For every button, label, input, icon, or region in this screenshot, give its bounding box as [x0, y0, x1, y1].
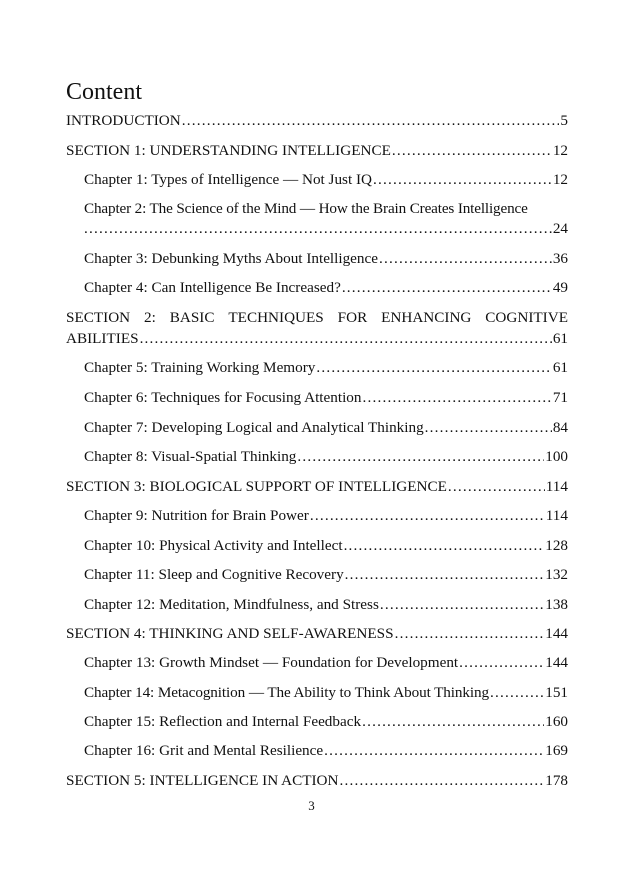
dot-leader: [362, 712, 544, 732]
dot-leader: [340, 771, 545, 791]
toc-entry-label: Chapter 13: Growth Mindset — Foundation for Development: [84, 654, 459, 671]
toc-entry-chapter-16[interactable]: [84, 741, 568, 761]
toc-entry-label: Chapter 15: Reflection and Internal Feedback: [84, 713, 362, 730]
toc-entry-page: 151: [545, 684, 568, 701]
toc-entry-label: Chapter 1: Types of Intelligence — Not Just IQ: [84, 171, 373, 188]
toc-entry-introduction[interactable]: [66, 111, 568, 131]
toc-entry-label: Chapter 3: Debunking Myths About Intelligence: [84, 250, 378, 267]
toc-word: ENHANCING: [381, 309, 472, 326]
toc-entry-label: SECTION 3: BIOLOGICAL SUPPORT OF INTELLIGENCE: [66, 478, 447, 495]
toc-entry-label: Chapter 8: Visual-Spatial Thinking: [84, 448, 297, 465]
dot-leader: [342, 278, 552, 298]
dot-leader: [140, 329, 552, 349]
dot-leader: [324, 741, 544, 761]
toc-entry-page: 169: [545, 742, 568, 759]
toc-entry-section-4[interactable]: [66, 624, 568, 644]
dot-leader: [395, 624, 545, 644]
toc-word: BASIC: [169, 309, 215, 326]
dot-leader: [297, 447, 544, 467]
toc-entry-label: Chapter 14: Metacognition — The Ability to Think About Thinking: [84, 684, 490, 701]
toc-entry-page: 49: [552, 279, 568, 296]
toc-entry-label: Chapter 4: Can Intelligence Be Increased?: [84, 279, 341, 296]
toc-entry-chapter-5[interactable]: [84, 358, 568, 378]
toc-entry-page: 100: [545, 448, 568, 465]
dot-leader: [392, 141, 552, 161]
toc-entry-chapter-8[interactable]: [84, 447, 568, 467]
dot-leader: [344, 536, 545, 556]
toc-entry-page: 12: [552, 171, 568, 188]
toc-entry-section-2-line2[interactable]: [66, 329, 568, 349]
toc-entry-page: 114: [545, 478, 568, 495]
toc-entry-chapter-12[interactable]: [84, 595, 568, 615]
toc-word: SECTION: [66, 309, 131, 326]
toc-entry-chapter-14[interactable]: [84, 683, 568, 703]
dot-leader: [84, 219, 552, 239]
toc-entry-chapter-3[interactable]: [84, 249, 568, 269]
toc-entry-label: Chapter 11: Sleep and Cognitive Recovery: [84, 566, 344, 583]
dot-leader: [362, 388, 551, 408]
toc-entry-chapter-15[interactable]: [84, 712, 568, 732]
dot-leader: [310, 506, 545, 526]
toc-entry-chapter-4[interactable]: [84, 278, 568, 298]
toc-entry-label: SECTION 5: INTELLIGENCE IN ACTION: [66, 772, 339, 789]
toc-entry-page: 24: [552, 220, 568, 237]
toc-entry-chapter-9[interactable]: [84, 506, 568, 526]
toc-entry-page: 178: [545, 772, 568, 789]
dot-leader: [459, 653, 544, 673]
toc-entry-label: INTRODUCTION: [66, 112, 181, 129]
toc-entry-chapter-13[interactable]: [84, 653, 568, 673]
dot-leader: [380, 595, 544, 615]
toc-word: COGNITIVE: [485, 309, 568, 326]
toc-word: 2:: [144, 309, 156, 326]
dot-leader: [425, 418, 552, 438]
toc-entry-label: Chapter 9: Nutrition for Brain Power: [84, 507, 309, 524]
toc-entry-section-3[interactable]: [66, 477, 568, 497]
toc-entry-label: ABILITIES: [66, 330, 139, 347]
dot-leader: [345, 565, 545, 585]
toc-word: FOR: [337, 309, 368, 326]
dot-leader: [182, 111, 560, 131]
toc-entry-page: 160: [545, 713, 568, 730]
toc-entry-section-2-line1[interactable]: [66, 308, 568, 328]
toc-entry-label: Chapter 7: Developing Logical and Analytical Thinking: [84, 419, 424, 436]
toc-entry-page: 114: [545, 507, 568, 524]
toc-entry-page: 61: [552, 359, 568, 376]
toc-entry-page: 138: [545, 596, 568, 613]
toc-entry-chapter-1[interactable]: [84, 170, 568, 190]
toc-entry-chapter-6[interactable]: [84, 388, 568, 408]
toc-entry-page: 12: [552, 142, 568, 159]
toc-entry-page: 36: [552, 250, 568, 267]
toc-entry-chapter-10[interactable]: [84, 536, 568, 556]
toc-entry-page: 132: [545, 566, 568, 583]
toc-entry-page: 61: [552, 330, 568, 347]
toc-word: TECHNIQUES: [228, 309, 324, 326]
dot-leader: [373, 170, 552, 190]
toc-entry-label: SECTION 1: UNDERSTANDING INTELLIGENCE: [66, 142, 391, 159]
toc-entry-label: Chapter 6: Techniques for Focusing Attention: [84, 389, 362, 406]
toc-entry-chapter-2-line1[interactable]: Chapter 2: The Science of the Mind — How the Brain Creates Intelligence: [84, 200, 528, 217]
toc-entry-label: Chapter 12: Meditation, Mindfulness, and Stress: [84, 596, 379, 613]
dot-leader: [379, 249, 552, 269]
toc-entry-label: SECTION 4: THINKING AND SELF-AWARENESS: [66, 625, 394, 642]
page-number: 3: [308, 798, 315, 813]
toc-entry-label: Chapter 10: Physical Activity and Intellect: [84, 537, 343, 554]
toc-entry-section-5[interactable]: [66, 771, 568, 791]
dot-leader: [448, 477, 545, 497]
toc-entry-page: 128: [545, 537, 568, 554]
page-title: Content: [66, 79, 142, 105]
toc-entry-page: 71: [552, 389, 568, 406]
dot-leader: [316, 358, 551, 378]
toc-entry-section-1[interactable]: [66, 141, 568, 161]
toc-entry-chapter-2-line2[interactable]: [84, 219, 568, 239]
toc-entry-page: 84: [552, 419, 568, 436]
toc-entry-page: 144: [545, 625, 568, 642]
toc-entry-chapter-11[interactable]: [84, 565, 568, 585]
toc-entry-chapter-7[interactable]: [84, 418, 568, 438]
toc-entry-label: Chapter 5: Training Working Memory: [84, 359, 316, 376]
toc-entry-page: 5: [560, 112, 568, 129]
toc-entry-page: 144: [545, 654, 568, 671]
toc-entry-label: Chapter 16: Grit and Mental Resilience: [84, 742, 324, 759]
dot-leader: [490, 683, 544, 703]
